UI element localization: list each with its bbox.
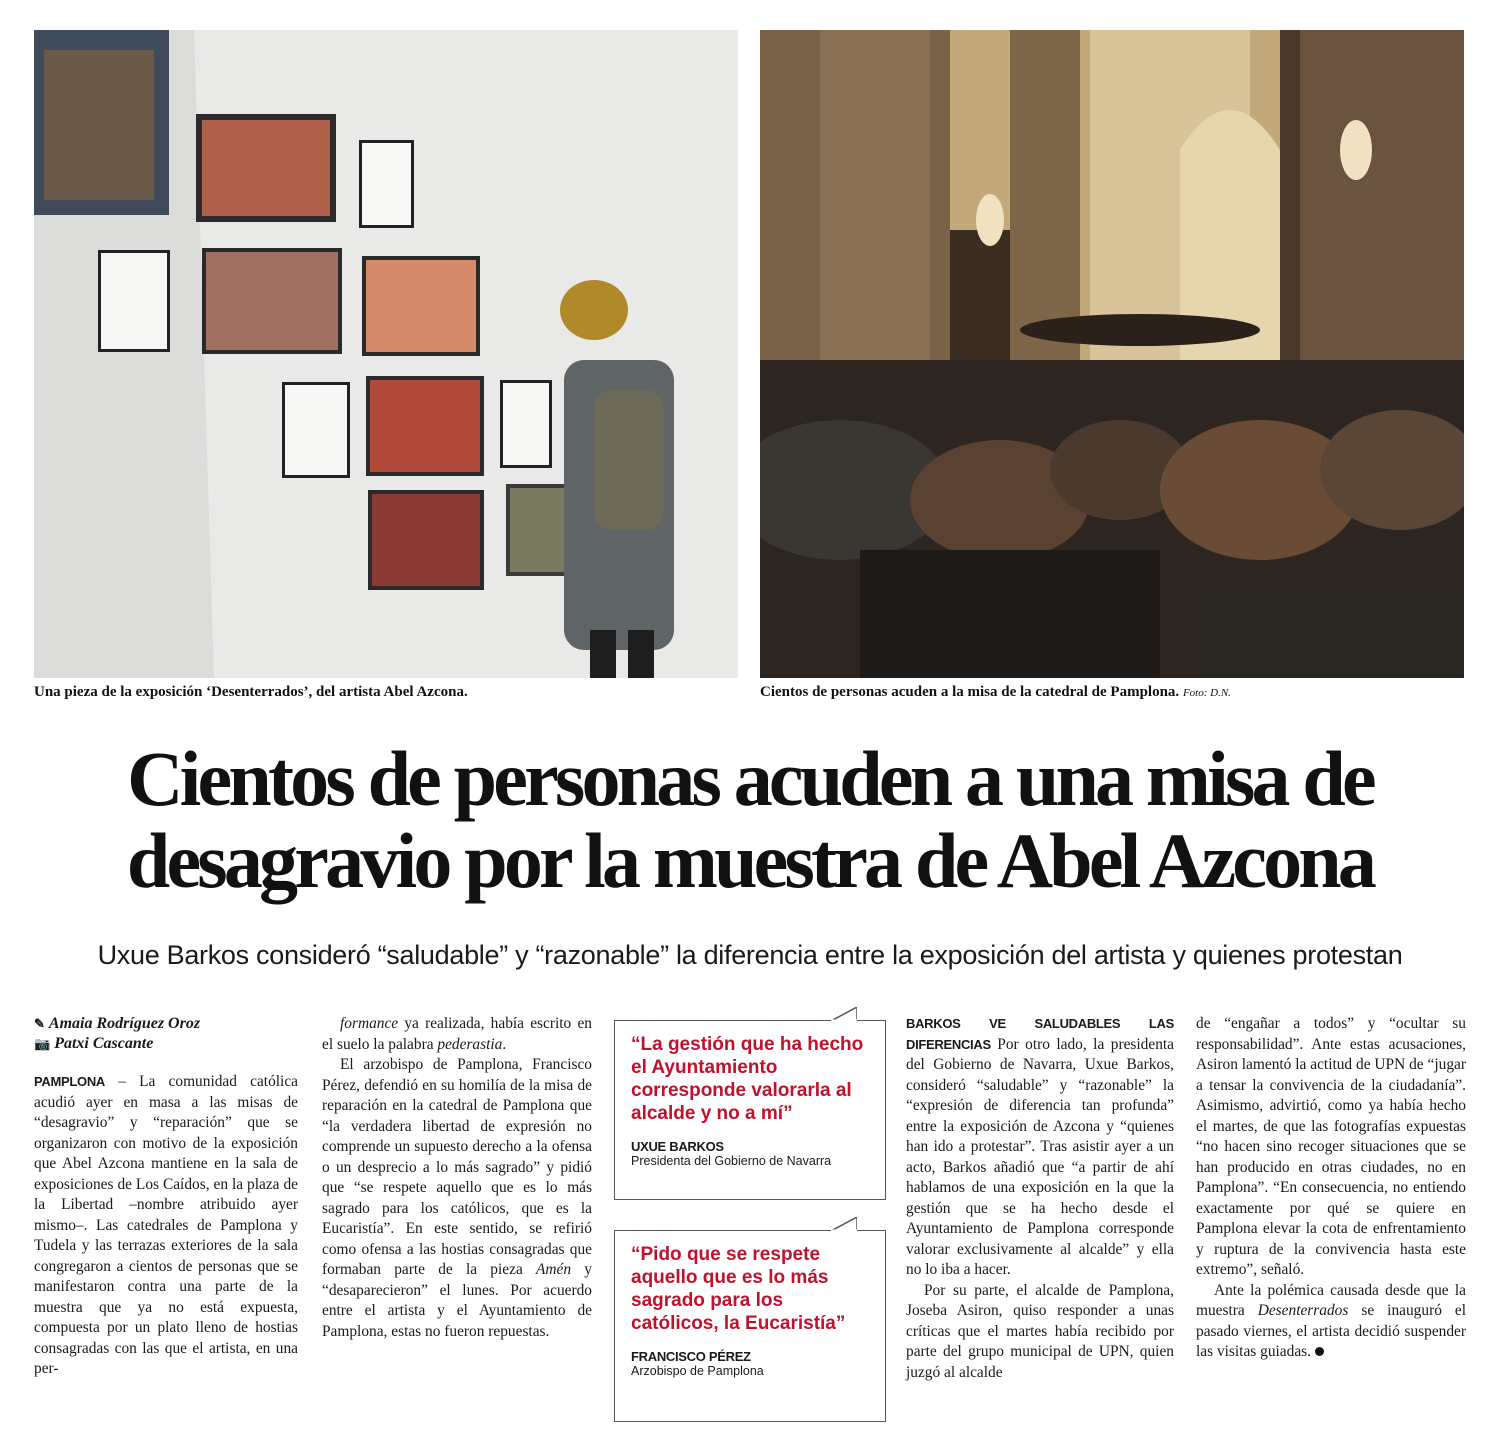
pen-icon: ✎ [34,1016,45,1031]
byline [34,1014,298,1054]
cathedral-photo [760,30,1464,678]
camera-icon: 📷 [34,1036,51,1051]
pull-quote-text: “La gestión que ha hecho el Ayuntamiento corresponde valorarla al alcalde y no a mí” [631,1034,864,1124]
article-column-2 [322,1014,592,1342]
left-photo-caption: Una pieza de la exposición ‘Desenterrados’, del artista Abel Azcona. [34,684,468,700]
pull-quote-box [614,1020,886,1200]
article-column-5 [1196,1014,1466,1363]
headline [40,735,1460,904]
gallery-photo [34,30,738,678]
article-paragraph: El arzobispo de Pamplona, Francisco Pérez, defendió en su homilía de la misa de reparación en la catedral de Pamplona que “la verdadera libertad de expresión no comprende un supuesto derecho a la ofensa o un desprecio a lo más sagrado” y pidió que “se respete aquello que es lo más sagrado para los católicos, que es la Eucaristía”. En este sentido, se refirió como ofensa a las hostias consagradas que formaban parte de la pieza Amén y “desaparecieron” el lunes. Por acuerdo entre el artista y el Ayuntamiento de Pamplona, estas no fueron repuestas. [322,1056,592,1340]
article-paragraph: Por su parte, el alcalde de Pamplona, Joseba Asiron, quiso responder a unas críticas que el martes había recibido por parte del grupo municipal de UPN, quien juzgó al alcalde [906,1281,1174,1381]
quote-author-role: Arzobispo de Pamplona [631,1364,764,1378]
article-paragraph: Ante la polémica causada desde que la muestra Desenterrados se inauguró el pasado viernes, el artista decidió suspender las visitas guiadas. [1196,1281,1466,1360]
dateline: PAMPLONA [34,1074,106,1089]
quote-author: FRANCISCO PÉREZ [631,1349,751,1364]
article-column-1 [34,1014,298,1380]
pull-quote-box [614,1230,886,1422]
end-of-article-mark [1315,1347,1324,1356]
headline-line-2: desagravio por la muestra de Abel Azcona [126,817,1374,904]
article-paragraph: PAMPLONA – La comunidad católica acudió ayer en masa a las misas de “desagravio” y “reparación” que se organizaron con motivo de la exposición que Abel Azcona mantiene en la sala de exposiciones de Los Caídos, en la plaza de la Libertad –nombre atribuido ayer mismo–. Las catedrales de Pamplona y Tudela y las terrazas exteriores de la sala congregaron a cientos de personas que se manifestaron contra una parte de la muestra que ya no está expuesta, compuesta por un plato lleno de hostias consagradas con las que el artista, en una per- [34,1073,298,1377]
photo-credit: Foto: D.N. [1182,687,1231,699]
article-paragraph: BARKOS VE SALUDABLES LAS DIFERENCIAS Por otro lado, la presidenta del Gobierno de Navarra, Uxue Barkos, consideró “saludable” y “razonable” la “expresión de diferencia tan profunda” entre la exposición de Azcona y “quienes han ido a protestar”. Tras asistir ayer a un acto, Barkos añadió que “a partir de ahí hablamos de una exposición en la que la gestión que se ha hecho desde el Ayuntamiento de Pamplona corresponde valorar exclusivamente al alcalde” y ella no lo iba a hacer. [906,1016,1174,1278]
article-paragraph: de “engañar a todos” y “ocultar su responsabilidad”. Ante estas acusaciones, Asiron lamentó la actitud de UPN de “jugar a tensar la convivencia de la ciudadanía”. Asimismo, advirtió, como ya había hecho el martes, de que las fotografías expuestas “no hacen sino recoger situaciones que se han producido en otras ciudades, no en Pamplona”. “En consecuencia, no entiendo exactamente por qué se quiere en Pamplona elevar la cota de enfrentamiento y ruptura de la convivencia hasta este extremo”, señaló. [1196,1015,1466,1278]
quote-author-role: Presidenta del Gobierno de Navarra [631,1154,832,1168]
right-photo-caption: Cientos de personas acuden a la misa de la catedral de Pamplona. Foto: D.N. [760,684,1231,700]
section-lead: BARKOS VE SALUDABLES LAS DIFERENCIAS [906,1016,1174,1052]
headline-line-1: Cientos de personas acuden a una misa de [127,735,1373,822]
article-column-4 [906,1014,1174,1383]
author-name: Amaia Rodríguez Oroz [48,1015,201,1032]
quote-author: UXUE BARKOS [631,1139,724,1154]
subheadline: Uxue Barkos consideró “saludable” y “razonable” la diferencia entre la exposición del artista y quienes protestan [97,940,1403,970]
article-paragraph: formance ya realizada, había escrito en el suelo la palabra pederastia. [322,1015,592,1053]
pull-quote-text: “Pido que se respete aquello que es lo más sagrado para los católicos, la Eucaristía” [631,1244,846,1334]
photographer-name: Patxi Cascante [54,1035,154,1052]
